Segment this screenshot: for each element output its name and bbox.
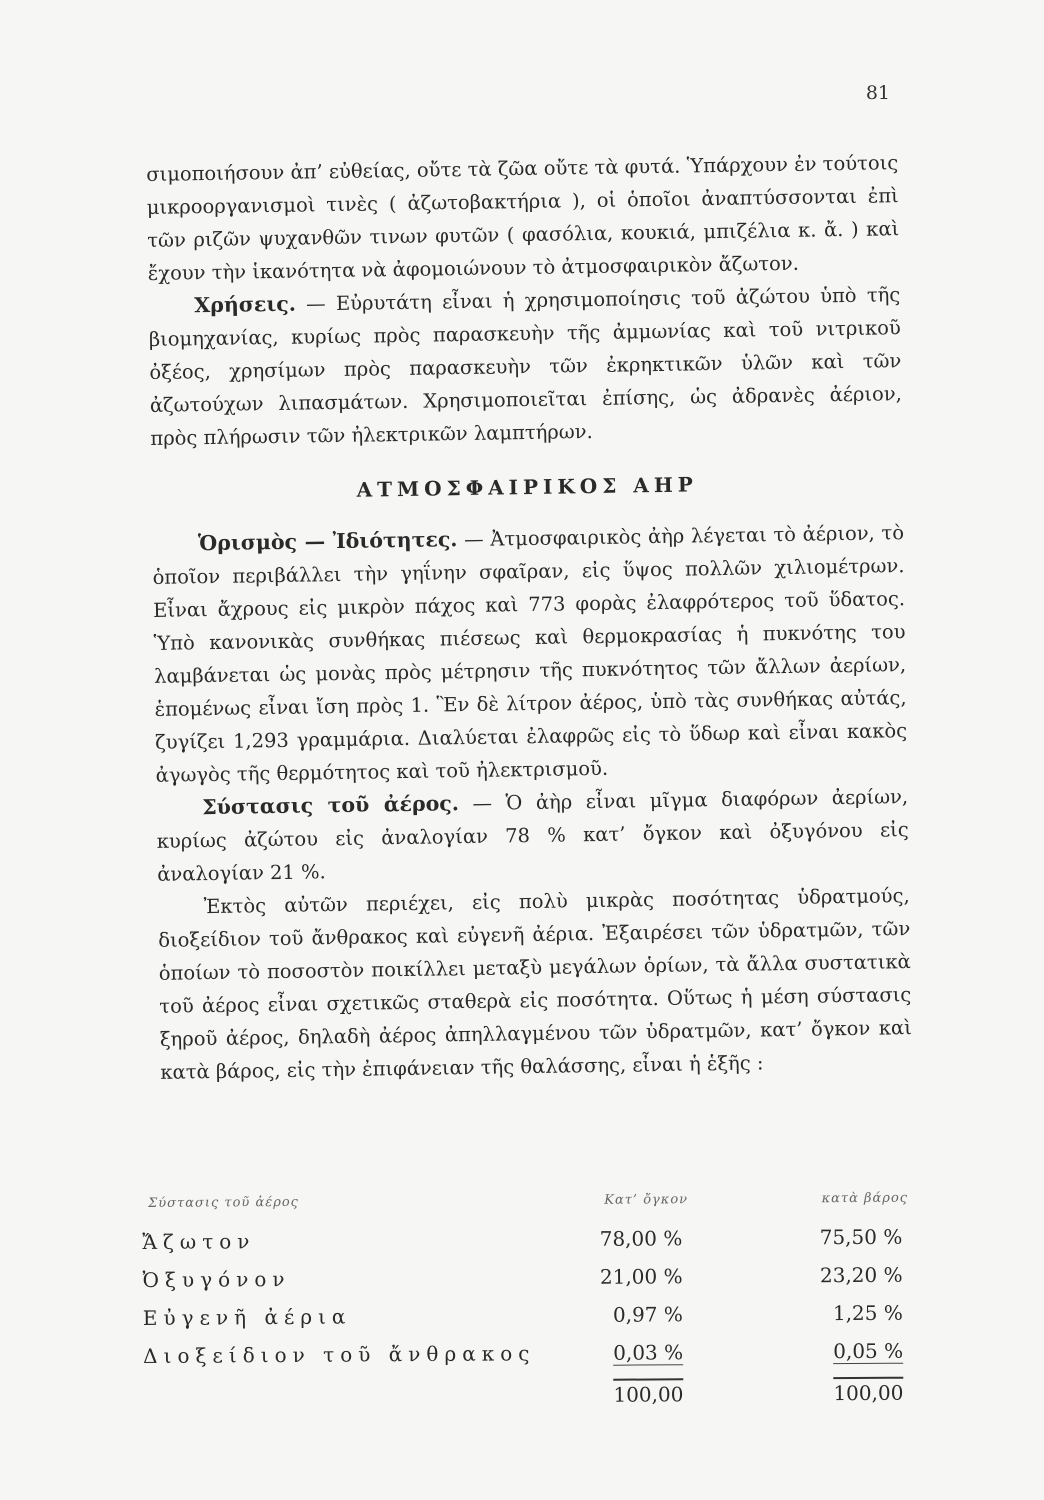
- paragraph-uses: [148, 278, 902, 455]
- column-header-volume: Κατ’ ὄγκον: [604, 1192, 689, 1208]
- volume-value: 21,00 %: [599, 1264, 683, 1289]
- page-number: 81: [865, 82, 890, 104]
- paragraph-other-components: Ἐκτὸς αὐτῶν περιέχει, εἰς πολὺ μικρὰς ποσότητας ὑδρατμούς, διοξείδιον τοῦ ἄνθρακος καὶ εὐγενῆ ἀέρια. Ἐξαιρέσει τῶν ὑδρατμῶν, τῶν ὁποίων τὸ ποσοστὸν ποικίλλει μεταξὺ μεγάλων ὁρίων, τὰ ἄλλα συστατικὰ τοῦ ἀέρος εἶναι σχετικῶς σταθερὰ εἰς ποσότητα. Οὕτως ἡ μέση σύστασις ξηροῦ ἀέρος, δηλαδὴ ἀέρος ἀπηλλαγμένου τῶν ὑδρατμῶν, κατ’ ὄγκον καὶ κατὰ βάρος, εἰς τὴν ἐπιφάνειαν τῆς θαλάσσης, εἶναι ἡ ἑξῆς :: [158, 884, 912, 1084]
- composition-table: [142, 1191, 914, 1420]
- uses-text: — Εὐρυτάτη εἶναι ἡ χρησιμοποίησις τοῦ ἀζώτου ὑπὸ τῆς βιομηχανίας, κυρίως πρὸς παρασκευὴν τῆς ἀμμωνίας καὶ τοῦ νιτρικοῦ ὀξέος, χρησίμων πρὸς παρασκευὴν τῶν ἐκρηκτικῶν ὑλῶν καὶ τῶν ἀζωτούχων λιπασμάτων. Χρησιμοποιεῖται ἐπίσης, ὡς ἀδρανὲς ἀέριον, πρὸς πλήρωσιν τῶν ἠλεκτρικῶν λαμπτήρων.: [148, 283, 902, 450]
- total-volume: 100,00: [563, 1378, 683, 1407]
- section-heading: ΑΤΜΟΣΦΑΙΡΙΚΟΣ ΑΗΡ: [356, 472, 698, 502]
- uses-heading: Χρήσεις.: [194, 291, 297, 318]
- volume-value: 78,00 %: [599, 1226, 683, 1251]
- composition-text: — Ὁ ἀὴρ εἶναι μῖγμα διαφόρων ἀερίων, κυρίως ἀζώτου εἰς ἀναλογίαν 78 % κατ’ ὄγκον καὶ ὀξυγόνου εἰς ἀναλογίαν 21 %.: [156, 785, 909, 886]
- paragraph-intro: σιμοποιήσουν ἀπ’ εὐθείας, οὔτε τὰ ζῶα οὔτε τὰ φυτά. Ὑπάρχουν ἐν τούτοις μικροοργανισμοὶ τινὲς ( ἀζωτοβακτήρια ), οἱ ὁποῖοι ἀναπτύσσονται ἐπὶ τῶν ριζῶν ψυχανθῶν τινων φυτῶν ( φασόλια, κουκιά, μπιζέλια κ. ἄ. ) καὶ ἔχουν τὴν ἱκανότητα νὰ ἀφομοιώνουν τὸ ἀτμοσφαιρικὸν ἄζωτον.: [146, 151, 900, 285]
- weight-value: 23,20 %: [819, 1262, 903, 1288]
- column-header-weight: κατὰ βάρος: [821, 1190, 909, 1207]
- column-header-component: Σύστασις τοῦ ἀέρος: [147, 1194, 299, 1211]
- component-name: Διοξείδιον τοῦ ἄνθρακος: [143, 1341, 536, 1368]
- weight-value: 75,50 %: [819, 1224, 903, 1250]
- component-name: Ἄζωτον: [142, 1229, 256, 1254]
- paragraph-composition: [156, 780, 909, 891]
- paragraph-definition: [152, 516, 908, 792]
- volume-value: 0,03 %: [613, 1340, 684, 1365]
- component-name: Εὐγενῆ ἀέρια: [142, 1304, 352, 1330]
- total-weight: 100,00: [683, 1377, 903, 1407]
- composition-heading: Σύστασις τοῦ ἀέρος.: [202, 791, 460, 820]
- table-row: [143, 1263, 913, 1306]
- definition-text: — Ἀτμοσφαιρικὸς ἀὴρ λέγεται τὸ ἀέριον, τὸ ὁποῖον περιβάλλει τὴν γηΐνην σφαῖραν, εἰς ὕψος πολλῶν χιλιομέτρων. Εἶναι ἄχρους εἰς μικρὸν πάχος καὶ 773 φορὰς ἐλαφρότερος τοῦ ὕδατος. Ὑπὸ κανονικὰς συνθήκας πιέσεως καὶ θερμοκρασίας ἡ πυκνότης του λαμβάνεται ὡς μονὰς πρὸς μέτρησιν τῆς πυκνότητος τῶν ἄλλων ἀερίων, ἑπομένως εἶναι ἴση πρὸς 1. Ἓν δὲ λίτρον ἀέρος, ὑπὸ τὰς συνθήκας αὐτάς, ζυγίζει 1,293 γραμμάρια. Διαλύεται ἐλαφρῶς εἰς τὸ ὕδωρ καὶ εἶναι κακὸς ἀγωγὸς τῆς θερμότητος καὶ τοῦ ἠλεκτρισμοῦ.: [152, 521, 908, 787]
- weight-value: 0,05 %: [833, 1338, 904, 1364]
- weight-value: 1,25 %: [832, 1300, 903, 1326]
- table-header-row: [142, 1191, 912, 1230]
- table-row: [142, 1225, 912, 1268]
- definition-heading: Ὁρισμὸς — Ἰδιότητες.: [197, 527, 458, 556]
- table-row: [143, 1301, 913, 1344]
- body-text: [146, 146, 913, 1089]
- component-name: Ὀξυγόνον: [142, 1266, 291, 1292]
- table-row: [143, 1339, 913, 1382]
- table-total-row: [143, 1377, 913, 1420]
- volume-value: 0,97 %: [612, 1302, 683, 1327]
